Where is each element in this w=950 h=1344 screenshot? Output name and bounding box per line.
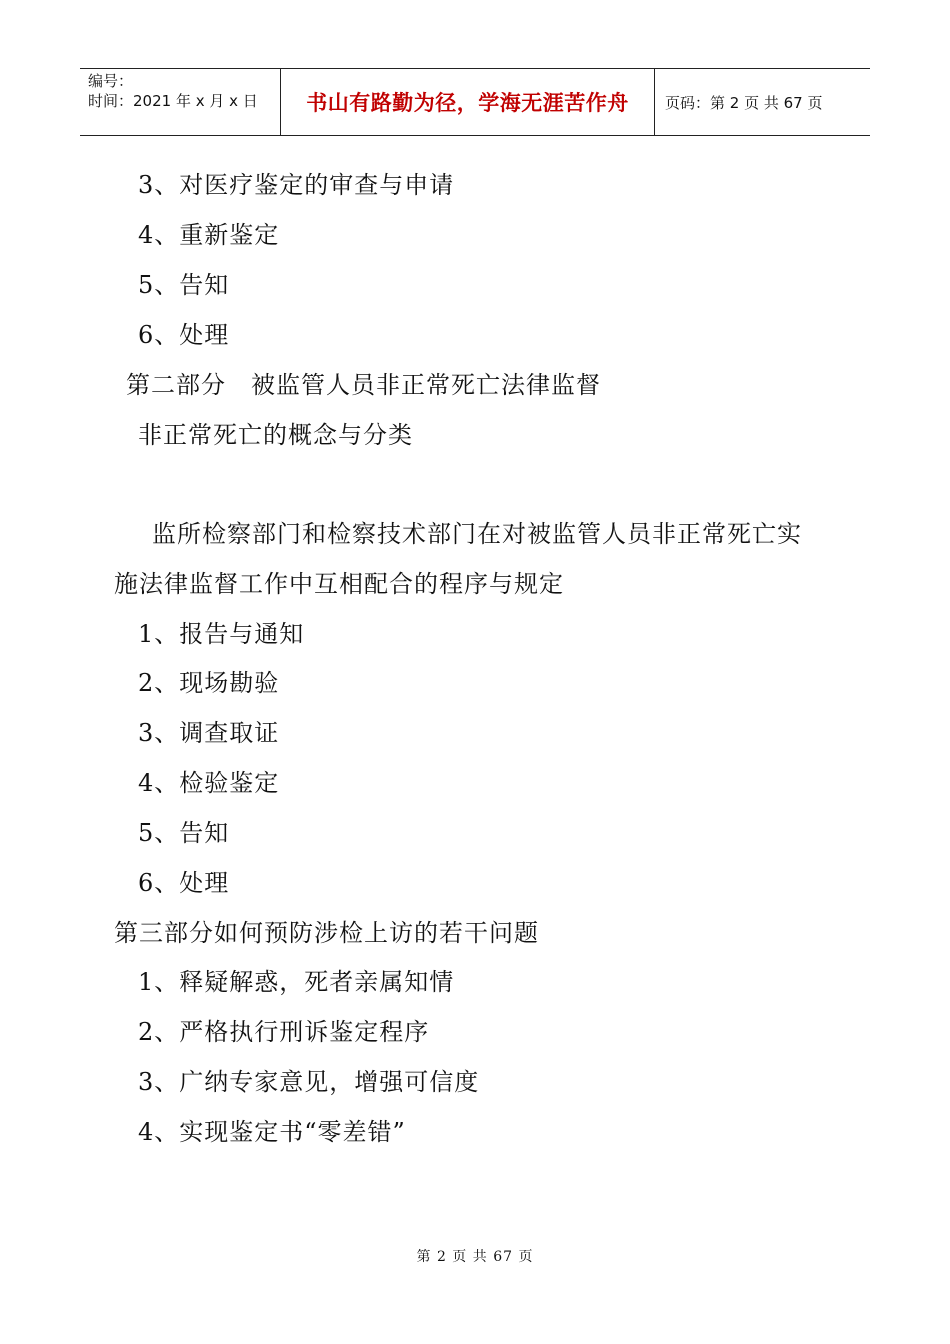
list-item: 1、报告与通知: [138, 620, 305, 648]
list-item: 1、释疑解惑，死者亲属知情: [138, 968, 455, 996]
section-heading: 第二部分 被监管人员非正常死亡法律监督: [126, 371, 601, 399]
list-item: 2、现场勘验: [138, 669, 280, 697]
list-item: 3、对医疗鉴定的审查与申请: [138, 171, 455, 199]
list-item: 6、处理: [138, 321, 230, 349]
page-header: [80, 68, 870, 136]
list-item: 4、检验鉴定: [138, 769, 280, 797]
list-item: 3、调查取证: [138, 719, 280, 747]
list-item: 5、告知: [138, 271, 230, 299]
document-date: 时间：2021 年 x 月 x 日: [88, 92, 258, 110]
list-item: 6、处理: [138, 869, 230, 897]
paragraph-line: 监所检察部门和检察技术部门在对被监管人员非正常死亡实: [152, 520, 802, 548]
list-item: 2、严格执行刑诉鉴定程序: [138, 1018, 430, 1046]
subheading: 非正常死亡的概念与分类: [138, 421, 413, 449]
list-item: 4、实现鉴定书“零差错”: [138, 1118, 406, 1146]
page-footer: 第 2 页 共 67 页: [416, 1249, 534, 1265]
list-item: 4、重新鉴定: [138, 221, 280, 249]
header-motto: 书山有路勤为径，学海无涯苦作舟: [281, 69, 655, 135]
section-heading: 第三部分如何预防涉检上访的若干问题: [114, 919, 539, 947]
header-page-info: 页码：第 2 页 共 67 页: [665, 93, 823, 112]
paragraph-line: 施法律监督工作中互相配合的程序与规定: [114, 570, 564, 598]
list-item: 3、广纳专家意见，增强可信度: [138, 1068, 480, 1096]
document-number-label: 编号：: [88, 72, 134, 90]
header-meta: [80, 69, 281, 135]
list-item: 5、告知: [138, 819, 230, 847]
